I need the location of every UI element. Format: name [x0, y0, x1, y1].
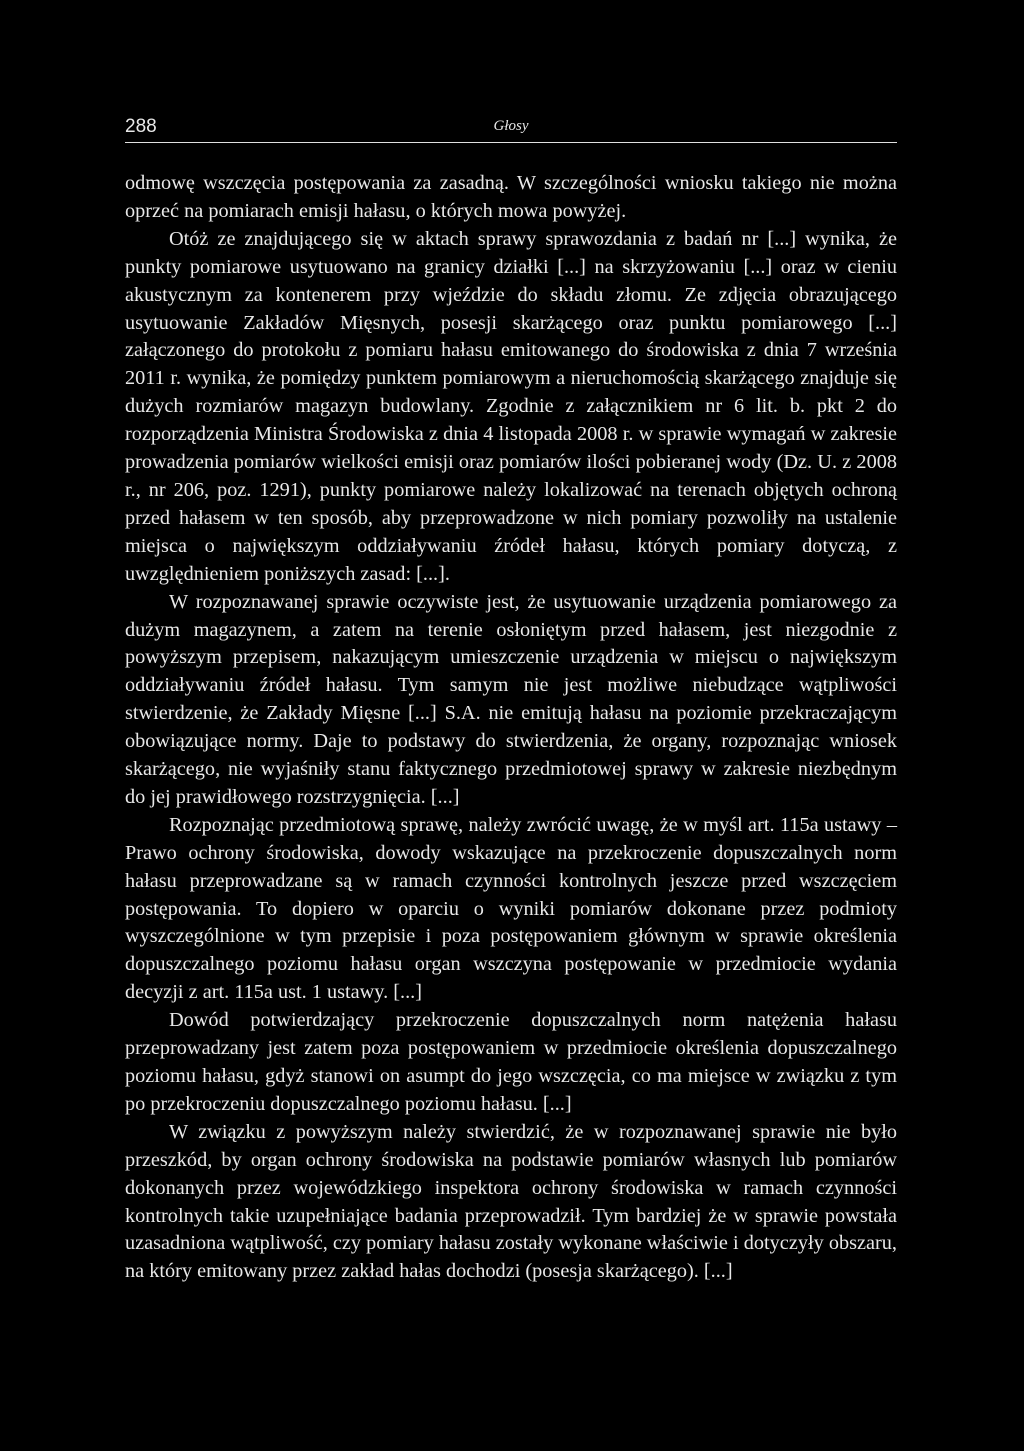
paragraph-continuation: odmowę wszczęcia postępowania za zasadną. W szczególności wniosku takiego nie można oprzeć na pomiarach emisji hałasu, o których mowa powyżej. — [125, 172, 897, 222]
paragraph-measurement-points: Otóż ze znajdującego się w aktach sprawy sprawozdania z badań nr [...] wynika, że punkty pomiarowe usytuowano na granicy działki [...] na skrzyżowaniu [...] oraz w cieniu akustycznym za kontenerem przy wjeździe do składu złomu. Ze zdjęcia obrazującego usytuowanie Zakładów Mięsnych, posesji skarżącego oraz punktu pomiarowego [...] załączonego do protokołu z pomiaru hałasu emitowanego do środowiska z dnia 7 września 2011 r. wynika, że pomiędzy punktem pomiarowym a nieruchomością skarżącego znajduje się dużych rozmiarów magazyn budowlany. Zgodnie z załącznikiem nr 6 lit. b. pkt 2 do rozporządzenia Ministra Środowiska z dnia 4 listopada 2008 r. w sprawie wymagań w zakresie prowadzenia pomiarów wielkości emisji oraz pomiarów ilości pobieranej wody (Dz. U. z 2008 r., nr 206, poz. 1291), punkty pomiarowe należy lokalizować na terenach objętych ochroną przed hałasem w ten sposób, aby przeprowadzone w nich pomiary pozwoliły na ustalenie miejsca o największym oddziaływaniu źródeł hałasu, których pomiary dotyczą, z uwzględnieniem poniższych zasad: [...]. — [125, 227, 897, 585]
page-header — [125, 112, 897, 143]
paragraph-conclusion: W związku z powyższym należy stwierdzić, że w rozpoznawanej sprawie nie było przeszkód, by organ ochrony środowiska na podstawie pomiarów własnych lub pomiarów dokonanych przez wojewódzkiego inspektora ochrony środowiska w ramach czynności kontrolnych takie uzupełniające badania przeprowadził. Tym bardziej że w sprawie powstała uzasadniona wątpliwość, czy pomiary hałasu zostały wykonane właściwie i dotyczyły obszaru, na który emitowany przez zakład hałas dochodzi (posesja skarżącego). [...] — [125, 1120, 897, 1283]
body-text — [125, 170, 897, 1286]
paragraph-device-location: W rozpoznawanej sprawie oczywiste jest, że usytuowanie urządzenia pomiarowego za dużym magazynem, a zatem na terenie osłoniętym przed hałasem, jest niezgodnie z powyższym przepisem, nakazującym umieszczenie urządzenia w miejscu o największym oddziaływaniu źródeł hałasu. Tym samym nie jest możliwe niebudzące wątpliwości stwierdzenie, że Zakłady Mięsne [...] S.A. nie emitują hałasu na poziomie przekraczającym obowiązujące normy. Daje to podstawy do stwierdzenia, że organy, rozpoznając wniosek skarżącego, nie wyjaśniły stanu faktycznego przedmiotowej sprawy w zakresie niezbędnym do jej prawidłowego rozstrzygnięcia. [...] — [125, 590, 897, 808]
paragraph-art-115a: Rozpoznając przedmiotową sprawę, należy zwrócić uwagę, że w myśl art. 115a ustawy – Prawo ochrony środowiska, dowody wskazujące na przekroczenie dopuszczalnych norm hałasu przeprowadzane są w ramach czynności kontrolnych jeszcze przed wszczęciem postępowania. To dopiero w oparciu o wyniki pomiarów dokonane przez podmioty wyszczególnione w tym przepisie i poza postępowaniem głównym w sprawie określenia dopuszczalnego poziomu hałasu organ wszczyna postępowanie w przedmiocie wydania decyzji z art. 115a ust. 1 ustawy. [...] — [125, 813, 897, 1004]
running-head: Głosy — [493, 118, 529, 134]
page-number: 288 — [125, 116, 157, 137]
paragraph-evidence: Dowód potwierdzający przekroczenie dopuszczalnych norm natężenia hałasu przeprowadzany jest zatem poza postępowaniem w przedmiocie określenia dopuszczalnego poziomu hałasu, gdyż stanowi on asumpt do jego wszczęcia, co ma miejsce w związku z tym po przekroczeniu dopuszczalnego poziomu hałasu. [...] — [125, 1009, 897, 1115]
